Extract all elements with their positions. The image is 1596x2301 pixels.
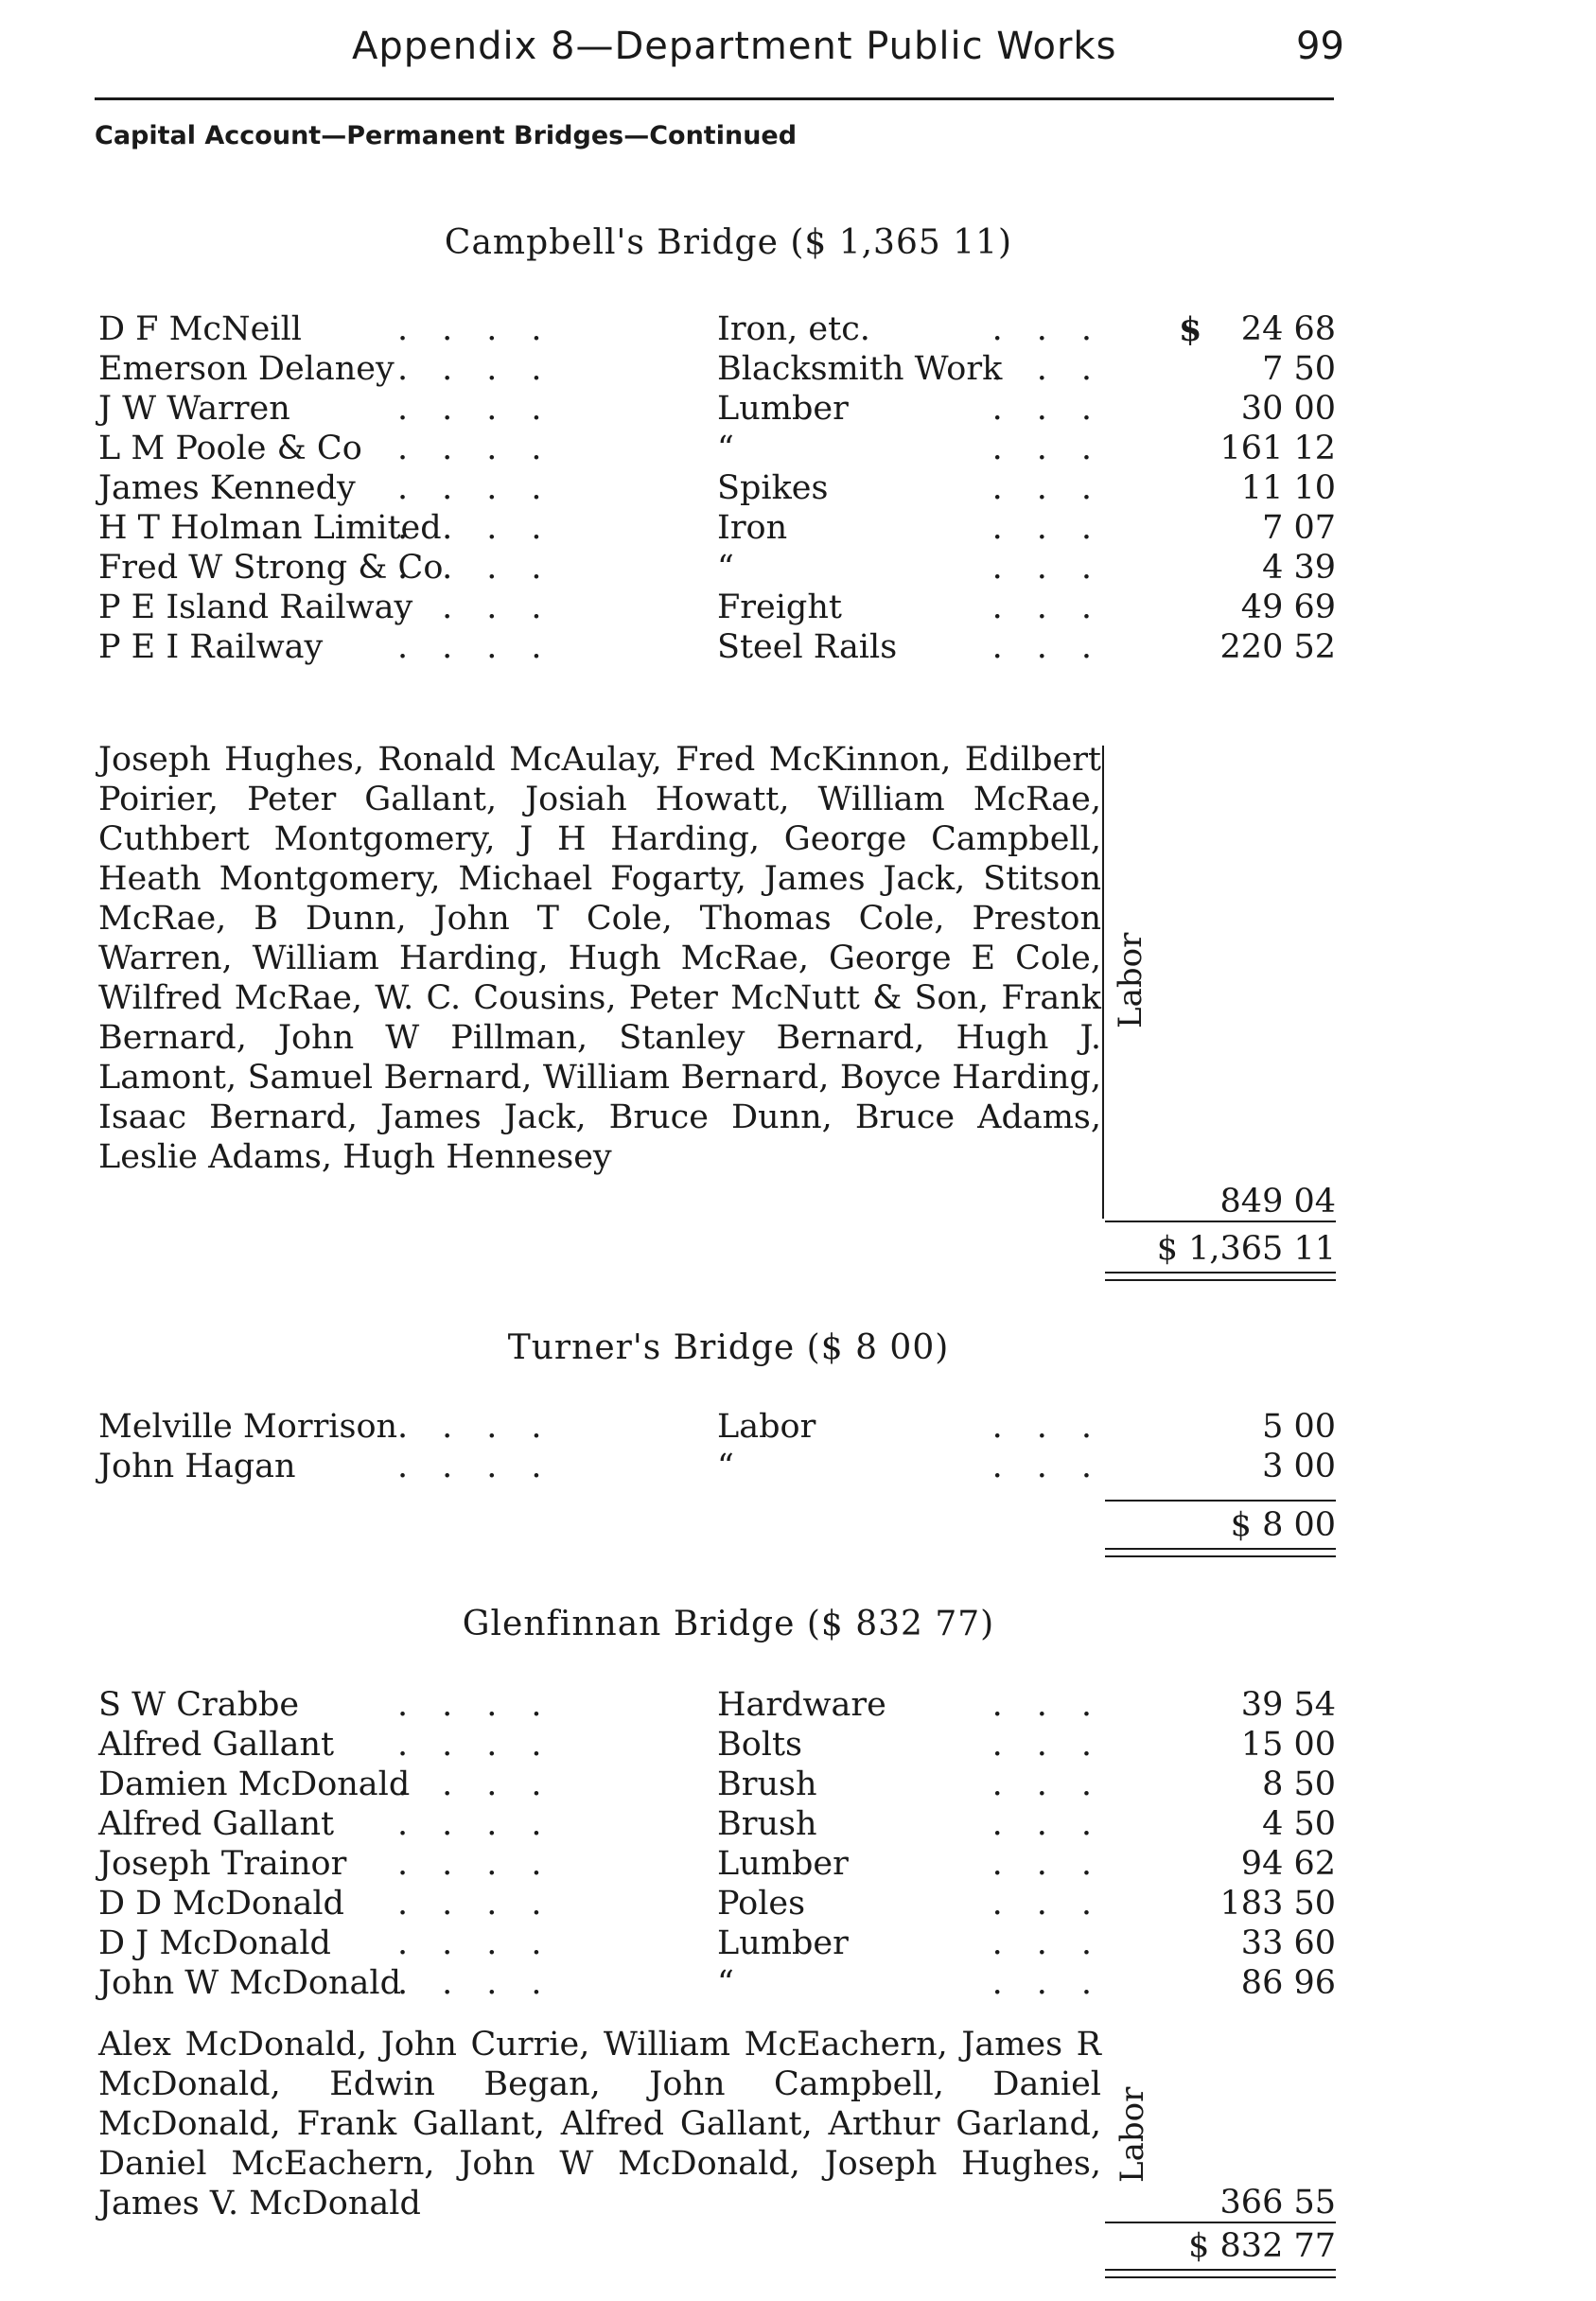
item-description: “: [717, 549, 734, 587]
amount: 24 68: [1240, 310, 1336, 348]
payee-name: Fred W Strong & Co: [98, 549, 444, 587]
payee-name: P E I Railway: [98, 628, 324, 666]
leader-dots: ....: [397, 549, 576, 587]
header-rule: [95, 97, 1334, 100]
payee-name: Alfred Gallant: [98, 1805, 335, 1843]
turner-total: $ 8 00: [1230, 1506, 1336, 1544]
item-description: Bolts: [717, 1726, 803, 1764]
leader-dots: ...: [991, 1964, 1126, 2002]
turner-total-rule: [1105, 1548, 1336, 1557]
glenfinnan-labor-amount: 366 55: [1219, 2184, 1336, 2222]
leader-dots: ...: [991, 1845, 1126, 1883]
leader-dots: ...: [991, 310, 1126, 348]
amount: 8 50: [1262, 1765, 1336, 1803]
ledger-row: [0, 1726, 1596, 1764]
leader-dots: ....: [397, 588, 576, 626]
amount: 7 50: [1262, 350, 1336, 388]
glenfinnan-labor-label: Labor: [1114, 2086, 1151, 2183]
item-description: “: [717, 1964, 734, 2002]
amount: 33 60: [1240, 1924, 1336, 1962]
ledger-row: [0, 350, 1596, 388]
ledger-row: [0, 1408, 1596, 1446]
leader-dots: ....: [397, 390, 576, 428]
leader-dots: ...: [991, 1726, 1126, 1764]
item-description: “: [717, 430, 734, 467]
payee-name: D F McNeill: [98, 310, 302, 348]
ledger-row: [0, 310, 1596, 348]
leader-dots: ....: [397, 1964, 576, 2002]
leader-dots: ....: [397, 1805, 576, 1843]
campbell-labor-bracket: [1102, 746, 1104, 1219]
campbell-bridge-title: Campbell's Bridge ($ 1,365 11): [444, 223, 1013, 262]
leader-dots: ....: [397, 1726, 576, 1764]
item-description: Labor: [717, 1408, 816, 1446]
item-description: Brush: [717, 1765, 817, 1803]
glenfinnan-subtotal-rule: [1105, 2222, 1336, 2223]
item-description: Freight: [717, 588, 842, 626]
payee-name: Joseph Trainor: [98, 1845, 347, 1883]
payee-name: Emerson Delaney: [98, 350, 395, 388]
ledger-row: [0, 1964, 1596, 2002]
item-description: Iron, etc.: [717, 310, 870, 348]
campbell-labor-names: Joseph Hughes, Ronald McAulay, Fred McKinnon, Edilbert Poirier, Peter Gallant, Josiah Howatt, William McRae, Cuthbert Montgomery, J H Harding, George Campbell, Heath Montgomery, Michael Fogarty, James Jack, Stitson McRae, B Dunn, John T Cole, Thomas Cole, Preston Warren, William Harding, Hugh McRae, George E Cole, Wilfred McRae, W. C. Cousins, Peter McNutt & Son, Frank Bernard, John W Pillman, Stanley Bernard, Hugh J. Lamont, Samuel Bernard, William Bernard, Boyce Harding, Isaac Bernard, James Jack, Bruce Dunn, Bruce Adams, Leslie Adams, Hugh Hennesey: [98, 741, 1101, 1176]
leader-dots: ...: [991, 588, 1126, 626]
item-description: Lumber: [717, 390, 849, 428]
amount: 5 00: [1262, 1408, 1336, 1446]
amount: 39 54: [1240, 1686, 1336, 1724]
payee-name: John Hagan: [98, 1448, 296, 1485]
amount: 161 12: [1219, 430, 1336, 467]
leader-dots: ...: [991, 628, 1126, 666]
payee-name: James Kennedy: [98, 469, 356, 507]
leader-dots: ...: [991, 509, 1126, 547]
item-description: “: [717, 1448, 734, 1485]
item-description: Steel Rails: [717, 628, 898, 666]
leader-dots: ....: [397, 350, 576, 388]
ledger-row: [0, 1924, 1596, 1962]
ledger-row: [0, 1686, 1596, 1724]
item-description: Iron: [717, 509, 788, 547]
amount: 11 10: [1240, 469, 1336, 507]
glenfinnan-total-rule: [1105, 2269, 1336, 2278]
payee-name: D J McDonald: [98, 1924, 331, 1962]
leader-dots: ....: [397, 628, 576, 666]
campbell-total: $ 1,365 11: [1156, 1230, 1336, 1268]
amount: 220 52: [1219, 628, 1336, 666]
amount: 4 39: [1262, 549, 1336, 587]
amount: 30 00: [1240, 390, 1336, 428]
leader-dots: ...: [991, 1686, 1126, 1724]
leader-dots: ....: [397, 1885, 576, 1923]
item-description: Lumber: [717, 1845, 849, 1883]
leader-dots: ....: [397, 1408, 576, 1446]
ledger-row: [0, 1885, 1596, 1923]
leader-dots: ....: [397, 1845, 576, 1883]
leader-dots: ...: [991, 1448, 1126, 1485]
section-subtitle: Capital Account—Permanent Bridges—Continued: [95, 121, 798, 150]
leader-dots: ....: [397, 509, 576, 547]
ledger-row: [0, 430, 1596, 467]
amount: 3 00: [1262, 1448, 1336, 1485]
item-description: Brush: [717, 1805, 817, 1843]
amount: 86 96: [1240, 1964, 1336, 2002]
leader-dots: ....: [397, 1448, 576, 1485]
item-description: Hardware: [717, 1686, 886, 1724]
ledger-row: [0, 1805, 1596, 1843]
payee-name: H T Holman Limited: [98, 509, 442, 547]
ledger-row: [0, 509, 1596, 547]
item-description: Lumber: [717, 1924, 849, 1962]
item-description: Blacksmith Work: [717, 350, 1003, 388]
leader-dots: ....: [397, 1765, 576, 1803]
page-number: 99: [1296, 25, 1344, 68]
campbell-subtotal-rule: [1105, 1221, 1336, 1222]
currency-symbol: $: [1179, 310, 1202, 349]
ledger-row: [0, 390, 1596, 428]
ledger-row: [0, 469, 1596, 507]
leader-dots: ...: [991, 430, 1126, 467]
leader-dots: ...: [991, 549, 1126, 587]
leader-dots: ...: [991, 350, 1126, 388]
glenfinnan-total: $ 832 77: [1188, 2227, 1336, 2265]
ledger-row: [0, 1765, 1596, 1803]
item-description: Spikes: [717, 469, 829, 507]
campbell-labor-label: Labor: [1112, 932, 1149, 1028]
glenfinnan-bridge-title: Glenfinnan Bridge ($ 832 77): [462, 1605, 995, 1643]
ledger-row: [0, 1448, 1596, 1485]
payee-name: L M Poole & Co: [98, 430, 362, 467]
ledger-row: [0, 1845, 1596, 1883]
leader-dots: ...: [991, 1924, 1126, 1962]
amount: 15 00: [1240, 1726, 1336, 1764]
payee-name: S W Crabbe: [98, 1686, 300, 1724]
glenfinnan-labor-names: Alex McDonald, John Currie, William McEachern, James R McDonald, Edwin Began, John Campbell, Daniel McDonald, Frank Gallant, Alfred Gallant, Arthur Garland, Daniel McEachern, John W McDonald, Joseph Hughes, James V. McDonald: [98, 2026, 1101, 2222]
amount: 4 50: [1262, 1805, 1336, 1843]
ledger-row: [0, 549, 1596, 587]
ledger-row: [0, 628, 1596, 666]
amount: 94 62: [1240, 1845, 1336, 1883]
campbell-labor-amount: 849 04: [1219, 1183, 1336, 1221]
turner-bridge-title: Turner's Bridge ($ 8 00): [507, 1328, 950, 1367]
payee-name: P E Island Railway: [98, 588, 413, 626]
amount: 7 07: [1262, 509, 1336, 547]
ledger-row: [0, 588, 1596, 626]
amount: 49 69: [1240, 588, 1336, 626]
leader-dots: ....: [397, 310, 576, 348]
campbell-total-rule: [1105, 1272, 1336, 1281]
item-description: Poles: [717, 1885, 806, 1923]
amount: 183 50: [1219, 1885, 1336, 1923]
payee-name: J W Warren: [98, 390, 290, 428]
running-header: [0, 21, 1596, 74]
payee-name: Damien McDonald: [98, 1765, 411, 1803]
leader-dots: ...: [991, 390, 1126, 428]
payee-name: Alfred Gallant: [98, 1726, 335, 1764]
leader-dots: ...: [991, 469, 1126, 507]
payee-name: D D McDonald: [98, 1885, 344, 1923]
leader-dots: ...: [991, 1885, 1126, 1923]
payee-name: John W McDonald: [98, 1964, 401, 2002]
leader-dots: ...: [991, 1805, 1126, 1843]
leader-dots: ....: [397, 1924, 576, 1962]
leader-dots: ....: [397, 430, 576, 467]
payee-name: Melville Morrison: [98, 1408, 398, 1446]
leader-dots: ...: [991, 1408, 1126, 1446]
leader-dots: ....: [397, 1686, 576, 1724]
leader-dots: ...: [991, 1765, 1126, 1803]
turner-subtotal-rule: [1105, 1500, 1336, 1502]
header-title: Appendix 8—Department Public Works: [352, 25, 1117, 68]
leader-dots: ....: [397, 469, 576, 507]
